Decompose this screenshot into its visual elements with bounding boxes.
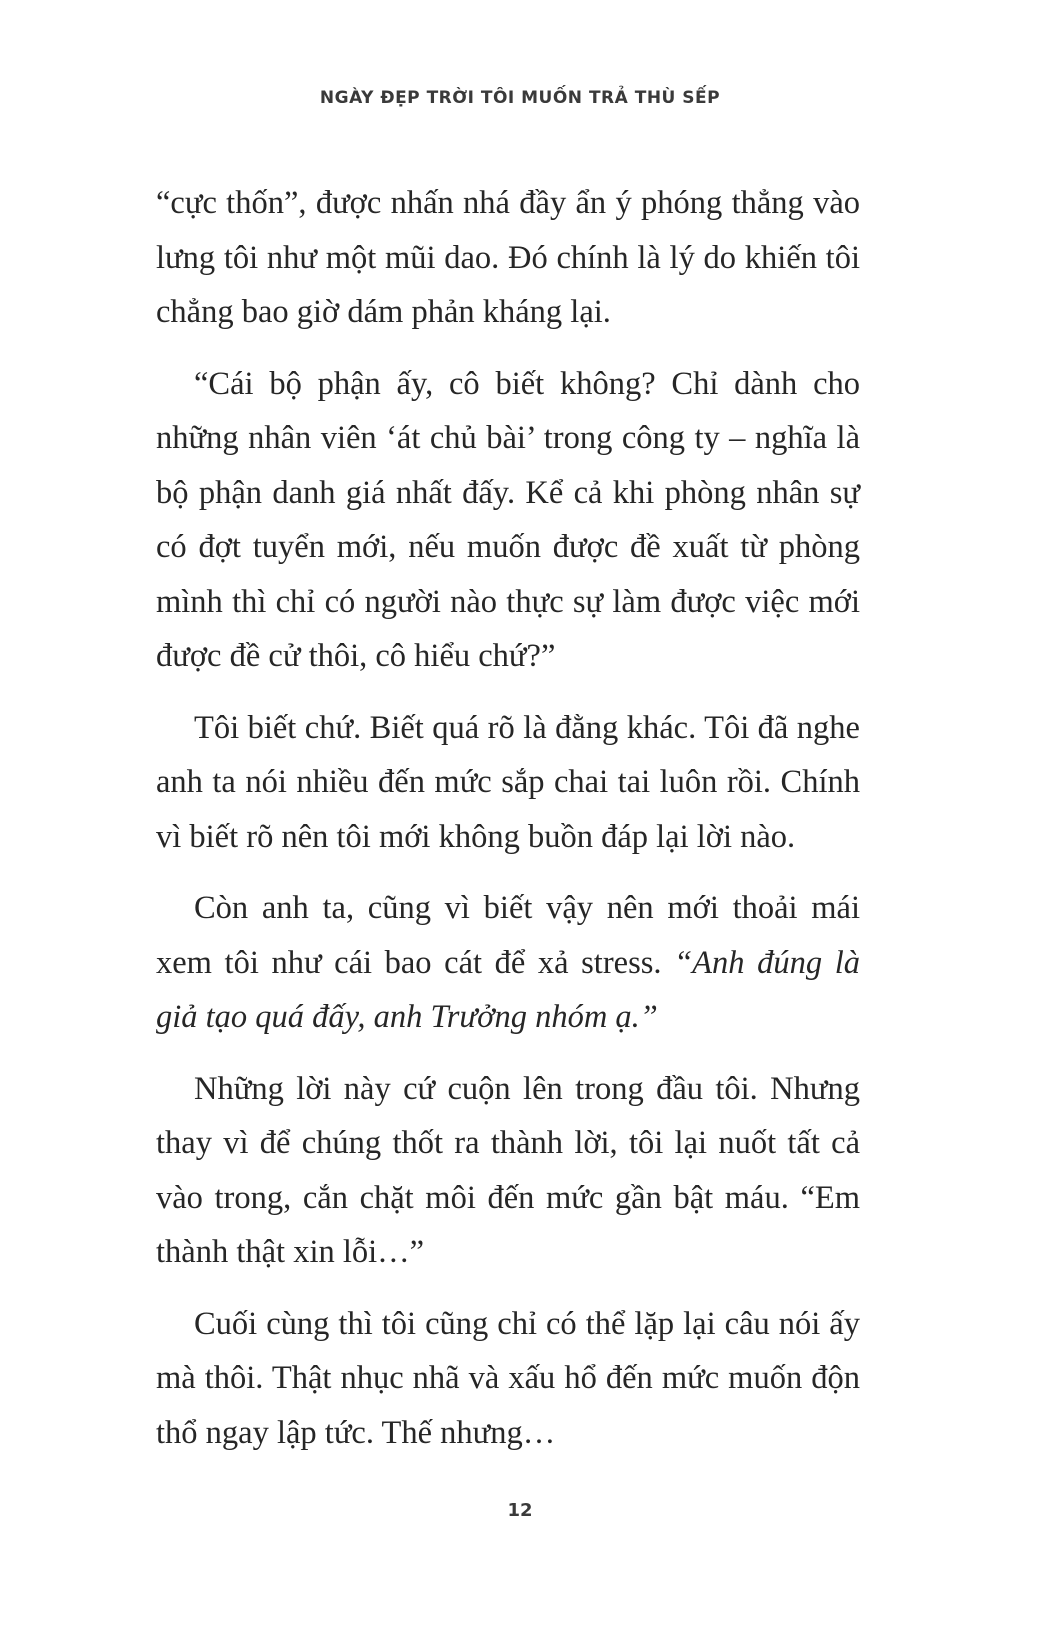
- body-text: [156, 176, 860, 1460]
- paragraph-5: Những lời này cứ cuộn lên trong đầu tôi. Nhưng thay vì để chúng thốt ra thành lời, tôi lại nuốt tất cả vào trong, cắn chặt môi đến mức gần bật máu. “Em thành thật xin lỗi…”: [156, 1070, 860, 1270]
- paragraph-3: Tôi biết chứ. Biết quá rõ là đằng khác. Tôi đã nghe anh ta nói nhiều đến mức sắp chai tai luôn rồi. Chính vì biết rõ nên tôi mới không buồn đáp lại lời nào.: [156, 709, 860, 855]
- paragraph-4-italic-quote: “Anh đúng là giả tạo quá đấy, anh Trưởng nhóm ạ.”: [156, 944, 860, 1035]
- paragraph-2: “Cái bộ phận ấy, cô biết không? Chỉ dành cho những nhân viên ‘át chủ bài’ trong công ty – nghĩa là bộ phận danh giá nhất đấy. Kể cả khi phòng nhân sự có đợt tuyển mới, nếu muốn được đề xuất từ phòng mình thì chỉ có người nào thực sự làm được việc mới được đề cử thôi, cô hiểu chứ?”: [156, 365, 860, 674]
- page-number: 12: [507, 1500, 533, 1521]
- paragraph-4-text: Còn anh ta, cũng vì biết vậy nên mới thoải mái xem tôi như cái bao cát để xả stress.: [156, 890, 860, 981]
- running-header-title: NGÀY ĐẸP TRỜI TÔI MUỐN TRẢ THÙ SẾP: [319, 88, 721, 108]
- paragraph-6: Cuối cùng thì tôi cũng chỉ có thể lặp lại câu nói ấy mà thôi. Thật nhục nhã và xấu hổ đến mức muốn độn thổ ngay lập tức. Thế nhưng…: [156, 1305, 860, 1451]
- paragraph-1: “cực thốn”, được nhấn nhá đầy ẩn ý phóng thẳng vào lưng tôi như một mũi dao. Đó chính là lý do khiến tôi chẳng bao giờ dám phản kháng lại.: [156, 185, 860, 330]
- paragraph-4: [156, 881, 860, 1045]
